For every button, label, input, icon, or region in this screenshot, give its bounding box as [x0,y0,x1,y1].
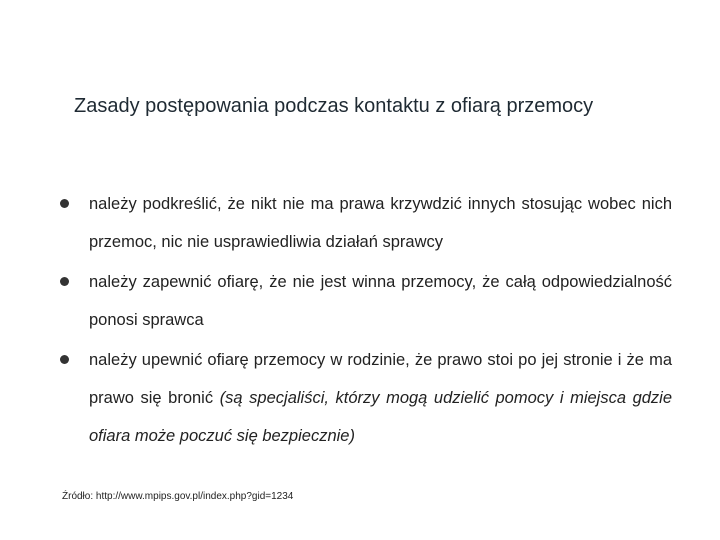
bullet-dot-icon [60,199,69,208]
bullet-item [60,263,672,339]
bullet-dot-icon [60,277,69,286]
bullet-list [60,190,672,455]
source-note: Źródło: http://www.mpips.gov.pl/index.php?gid=1234 [62,491,294,502]
bullet-item [60,185,672,261]
bullet-item [60,341,672,455]
bullet-dot-icon [60,355,69,364]
bullet-text: należy podkreślić, że nikt nie ma prawa krzywdzić innych stosując wobec nich przemoc, nic nie usprawiedliwia działań sprawcy [89,195,672,251]
bullet-text: należy zapewnić ofiarę, że nie jest winna przemocy, że całą odpowiedzialność ponosi sprawca [89,273,672,329]
slide-title: Zasady postępowania podczas kontaktu z ofiarą przemocy [74,95,594,117]
bullet-text: należy upewnić ofiarę przemocy w rodzinie, że prawo stoi po jej stronie i że ma prawo się bronić [89,351,672,407]
bullet-italic-text: (są specjaliści, którzy mogą udzielić pomocy i miejsca gdzie ofiara może poczuć się bezpiecznie) [89,389,673,445]
